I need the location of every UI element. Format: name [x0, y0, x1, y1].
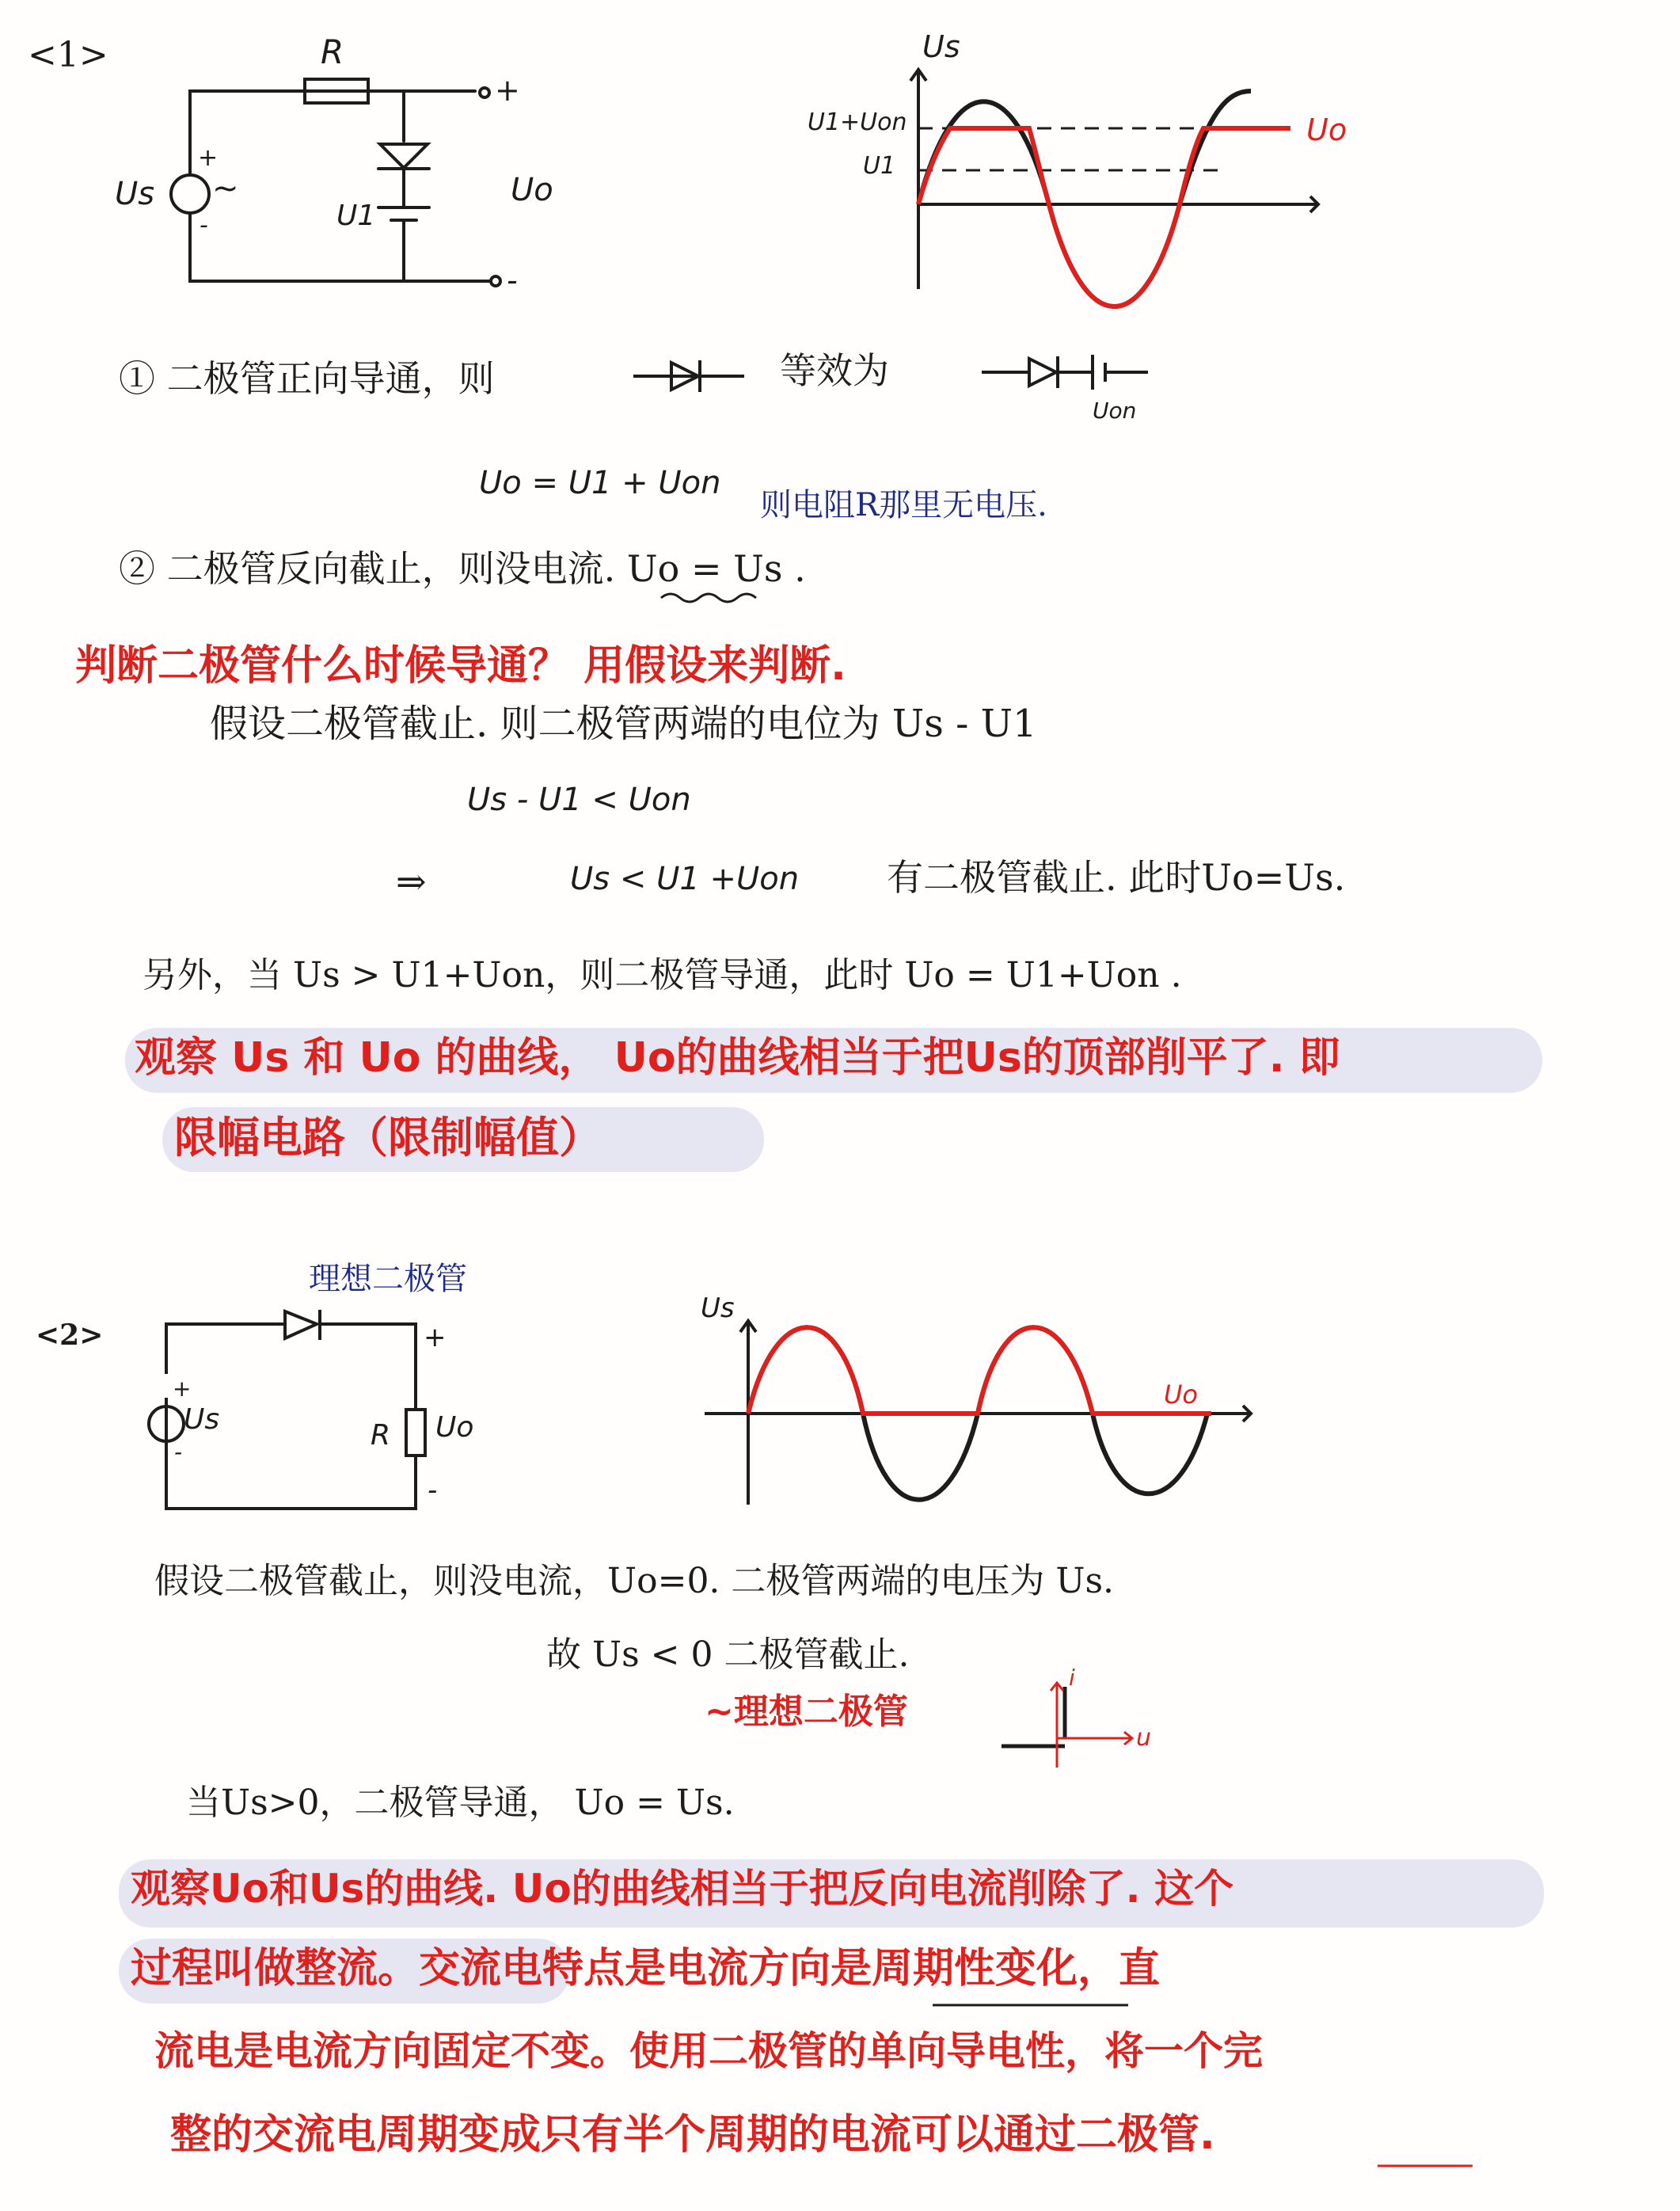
inequality-1: Us - U1 < Uon — [467, 782, 691, 818]
w1-ylabel: Us — [922, 29, 960, 64]
diode-symbol — [380, 144, 428, 168]
source-minus: - — [200, 211, 208, 239]
assume-text-1: 假设二极管截止. 则二极管两端的电位为 Us - U1 — [210, 702, 1037, 746]
conduct-text: 当Us>0，二极管导通， Uo = Us. — [186, 1783, 735, 1823]
red-paragraph-3: 流电是电流方向固定不变。使用二极管的单向导电性，将一个完 — [154, 2028, 1263, 2074]
iv-u-label: u — [1136, 1724, 1152, 1752]
w1-output-curve — [918, 128, 1290, 306]
w2-output-label: Uo — [1164, 1379, 1198, 1410]
rectifier-waveform — [705, 1321, 1251, 1505]
blue-note-1: 则电阻R那里无电压. — [760, 487, 1047, 523]
w1-level-low: U1 — [863, 152, 896, 180]
output2-label: Uo — [435, 1411, 474, 1444]
limiter-waveform — [910, 70, 1318, 306]
iv-characteristic — [1002, 1683, 1132, 1768]
out-minus: - — [507, 263, 518, 298]
w1-output-label: Uo — [1306, 112, 1347, 147]
section2-title: <2> — [36, 1319, 104, 1352]
source2-plus: + — [173, 1376, 192, 1402]
w2-ylabel: Us — [701, 1292, 735, 1324]
w1-level-high: U1+Uon — [808, 108, 907, 136]
out-plus: + — [495, 73, 520, 108]
blue-note-2: 理想二极管 — [309, 1261, 467, 1297]
source-label: Us — [115, 176, 155, 212]
iv-i-label: i — [1069, 1665, 1075, 1691]
circuit2-wire-right — [321, 1324, 416, 1408]
out2-minus: - — [428, 1475, 438, 1506]
red-ideal-diode: ~理想二极管 — [705, 1692, 908, 1732]
resistor-label: R — [321, 32, 344, 71]
case1-formula: Uo = U1 + Uon — [479, 465, 721, 501]
out2-plus: + — [424, 1322, 447, 1353]
red-paragraph-1: 观察Uo和Us的曲线. Uo的曲线相当于把反向电流削除了. 这个 — [131, 1866, 1234, 1912]
resistor2-R — [406, 1410, 425, 1456]
resistor2-label: R — [371, 1419, 391, 1452]
else-text: 另外，当 Us > U1+Uon，则二极管导通，此时 Uo = U1+Uon . — [143, 955, 1182, 995]
source2-label: Us — [184, 1403, 220, 1436]
inequality-2: Us < U1 +Uon — [570, 861, 800, 897]
battery-label: U1 — [336, 200, 376, 232]
case1-text: ① 二极管正向导通，则 — [119, 357, 495, 400]
terminal-plus — [480, 88, 489, 97]
ac-symbol: ~ — [212, 170, 239, 207]
red-conclusion-2: 限幅电路（限制幅值） — [174, 1113, 602, 1163]
terminal-minus — [491, 276, 500, 286]
assume-text-2: 假设二极管截止，则没电流，Uo=0. 二极管两端的电压为 Us. — [154, 1561, 1115, 1601]
diode-equivalence — [633, 355, 1148, 392]
source2-minus: - — [174, 1439, 183, 1465]
w2-output-curve — [748, 1327, 1211, 1414]
wavy-underline — [661, 594, 756, 602]
red-paragraph-4: 整的交流电周期变成只有半个周期的电流可以通过二极管. — [170, 2111, 1215, 2159]
implies-arrow: ⇒ — [396, 860, 427, 903]
red-conclusion-1: 观察 Us 和 Uo 的曲线， Uo的曲线相当于把Us的顶部削平了. 即 — [135, 1034, 1340, 1082]
uon-label: Uon — [1093, 398, 1137, 424]
red-question: 判断二极管什么时候导通？ 用假设来判断. — [75, 642, 846, 690]
source-plus: + — [198, 144, 219, 172]
case1-equiv: 等效为 — [780, 349, 889, 392]
therefore-text: 故 Us < 0 二极管截止. — [546, 1634, 910, 1675]
w1-source-curve — [918, 91, 1251, 306]
ideal-diode — [285, 1311, 317, 1338]
circuit2-wire-left — [166, 1324, 285, 1374]
case2-text: ② 二极管反向截止，则没电流. Uo = Us . — [119, 547, 806, 590]
red-paragraph-2: 过程叫做整流。交流电特点是电流方向是周期性变化，直 — [131, 1945, 1161, 1992]
ac-source — [171, 175, 209, 213]
section1-title: <1> — [28, 35, 108, 75]
output-label: Uo — [511, 172, 553, 208]
inequality-2-result: 有二极管截止. 此时Uo=Us. — [887, 856, 1346, 899]
